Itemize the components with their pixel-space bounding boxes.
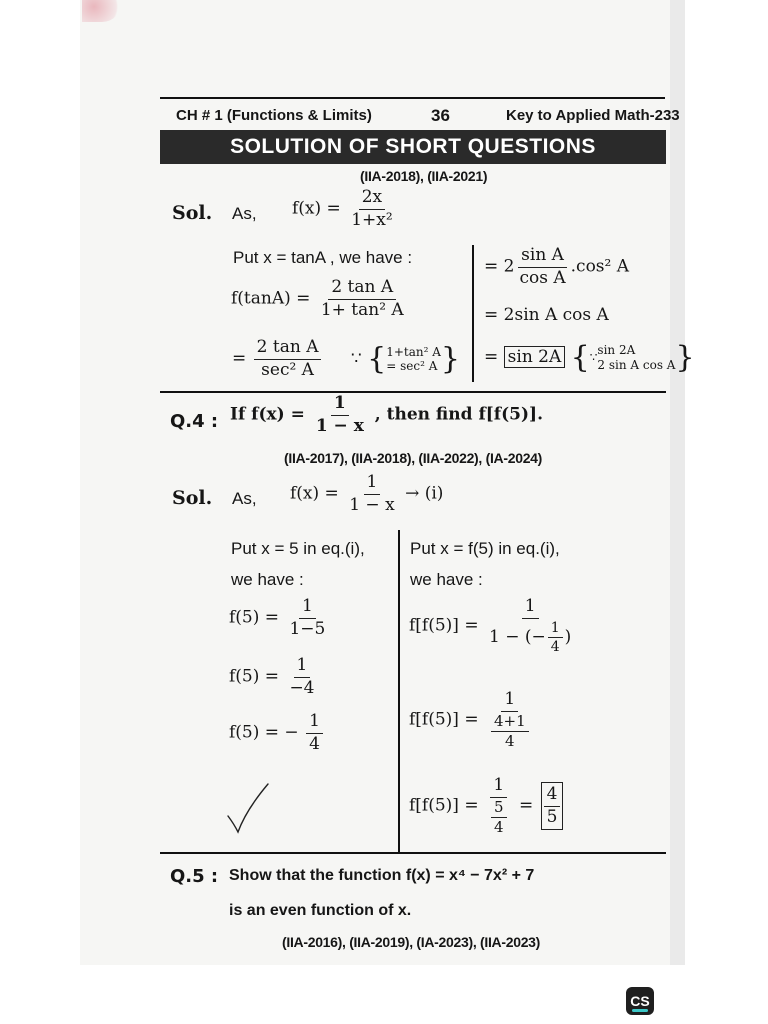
fraction bbox=[486, 597, 574, 655]
q4-right-step2 bbox=[409, 690, 536, 750]
cos-squared-term: .cos² A bbox=[570, 256, 630, 277]
q4-right-have: we have : bbox=[410, 570, 483, 589]
fraction bbox=[318, 278, 407, 320]
denominator: 4 bbox=[550, 638, 560, 655]
equals-sign: = bbox=[484, 347, 499, 367]
fraction bbox=[348, 188, 395, 230]
fraction bbox=[254, 338, 322, 380]
denominator: 1 − x bbox=[315, 415, 364, 436]
check-mark-icon bbox=[224, 780, 274, 835]
section-banner: SOLUTION OF SHORT QUESTIONS bbox=[160, 130, 666, 164]
lhs: f[f(5)] = bbox=[409, 709, 479, 730]
chapter-title: CH # 1 (Functions & Limits) bbox=[176, 107, 372, 124]
numerator: 1 bbox=[548, 620, 563, 638]
because-symbol: ∵ bbox=[350, 348, 362, 369]
denominator: 4 bbox=[493, 817, 504, 836]
q4-question bbox=[230, 394, 543, 436]
denominator: 5 bbox=[546, 806, 558, 827]
denominator: 4 bbox=[505, 731, 515, 750]
fraction bbox=[313, 394, 367, 436]
fraction bbox=[306, 712, 323, 754]
numerator: 1 bbox=[501, 690, 518, 712]
inner-fraction bbox=[548, 620, 563, 655]
denominator: 1 − x bbox=[349, 494, 395, 515]
f-lhs: f(x) = bbox=[290, 483, 339, 504]
q3-sol-label: Sol. bbox=[172, 202, 213, 224]
q4-left-step3 bbox=[229, 712, 325, 754]
q4-if-text: If f(x) = bbox=[230, 404, 305, 425]
q3-references: (IIA-2018), (IIA-2021) bbox=[360, 168, 488, 184]
identity-bottom: = sec² A bbox=[386, 359, 438, 374]
lhs: f(5) = − bbox=[229, 722, 299, 743]
numerator: 1 bbox=[490, 776, 507, 798]
q3-right-step3 bbox=[484, 340, 695, 375]
q4-right-step1 bbox=[409, 597, 576, 655]
numerator: 4+1 bbox=[491, 713, 529, 732]
identity-top: sin 2A bbox=[597, 343, 636, 358]
q5-label: Q.5 : bbox=[170, 866, 219, 887]
q4-as: As, bbox=[232, 489, 257, 508]
lhs: f[f(5)] = bbox=[409, 795, 479, 816]
numerator: 2 tan A bbox=[328, 278, 396, 300]
numerator: 1 bbox=[331, 394, 349, 416]
q4-left-step2 bbox=[229, 656, 320, 698]
q4-function-definition bbox=[290, 473, 443, 515]
camscanner-logo: CS bbox=[626, 987, 654, 1015]
numerator: 1 bbox=[522, 597, 539, 619]
denominator: cos A bbox=[519, 267, 566, 288]
numerator: 5 bbox=[491, 799, 507, 818]
lhs: f(5) = bbox=[229, 666, 280, 687]
left-brace: { bbox=[367, 341, 387, 377]
q3-as: As, bbox=[232, 204, 257, 223]
q5-text-line2: is an even function of x. bbox=[229, 902, 412, 919]
numerator: 2x bbox=[359, 188, 385, 210]
fraction bbox=[286, 656, 317, 698]
page-number: 36 bbox=[431, 106, 450, 125]
q3-put-line: Put x = tanA , we have : bbox=[233, 248, 413, 267]
numerator: 1 bbox=[299, 597, 316, 619]
fraction bbox=[516, 246, 568, 288]
right-brace: } bbox=[440, 341, 460, 377]
q4-right-put: Put x = f(5) in eq.(i), bbox=[410, 539, 560, 558]
q4-right-step3 bbox=[409, 776, 565, 836]
numerator: 1 bbox=[294, 656, 311, 678]
q4-references: (IIA-2017), (IIA-2018), (IIA-2022), (IA-2024) bbox=[284, 450, 543, 466]
numerator: 1 bbox=[306, 712, 323, 734]
because-symbol: ∵ bbox=[589, 350, 598, 365]
q4-label: Q.4 : bbox=[170, 411, 219, 432]
denominator: sec² A bbox=[261, 359, 314, 380]
identity bbox=[597, 343, 675, 372]
q4-left-have: we have : bbox=[231, 570, 304, 589]
q4-left-put: Put x = 5 in eq.(i), bbox=[231, 539, 365, 558]
left-brace: { bbox=[570, 340, 590, 375]
inner-fraction bbox=[491, 713, 529, 751]
identity-top: 1+tan² A bbox=[386, 344, 441, 359]
den-prefix: 1 − (− bbox=[488, 626, 546, 647]
q4-then-text: , then find f[f(5)]. bbox=[374, 404, 543, 425]
identity-bottom: 2 sin A cos A bbox=[597, 357, 676, 372]
denominator: 4 bbox=[309, 733, 320, 754]
q3-step2 bbox=[232, 338, 460, 380]
divider-q3-q4 bbox=[160, 391, 666, 393]
f-lhs: f(x) = bbox=[292, 198, 341, 219]
numerator: 2 tan A bbox=[254, 338, 322, 360]
divider-q4-q5 bbox=[160, 852, 666, 854]
step1-lhs: f(tanA) = bbox=[231, 288, 311, 309]
q4-left-step1 bbox=[229, 597, 330, 639]
numerator: sin A bbox=[518, 246, 567, 268]
page-header bbox=[160, 97, 680, 133]
q5-text: Show that the function f(x) = x⁴ − 7x² + 7 bbox=[229, 867, 535, 884]
q4-sol-label: Sol. bbox=[172, 487, 213, 509]
lhs: f(5) = bbox=[229, 607, 280, 628]
fraction bbox=[486, 690, 534, 750]
fraction bbox=[286, 597, 328, 639]
right-brace: } bbox=[675, 340, 695, 375]
denominator: 1−5 bbox=[289, 618, 326, 639]
q3-right-step1 bbox=[484, 246, 629, 288]
equals-sign: = bbox=[232, 348, 247, 369]
page-edge-shadow bbox=[670, 0, 685, 965]
denominator bbox=[486, 798, 512, 837]
q3-step1 bbox=[231, 278, 409, 320]
fraction bbox=[346, 473, 397, 515]
q3-right-step2: = 2sin A cos A bbox=[484, 305, 609, 325]
q5-references: (IIA-2016), (IIA-2019), (IA-2023), (IIA-2023) bbox=[282, 934, 541, 950]
denominator: −4 bbox=[289, 677, 315, 698]
numerator: 4 bbox=[544, 785, 561, 807]
boxed-answer bbox=[541, 782, 564, 830]
q3-function-definition bbox=[292, 188, 398, 230]
identity bbox=[386, 345, 441, 374]
lhs: f[f(5)] = bbox=[409, 615, 479, 636]
boxed-answer: sin 2A bbox=[504, 346, 566, 368]
inner-fraction bbox=[491, 799, 507, 837]
denominator: 1+x² bbox=[351, 209, 393, 230]
denominator bbox=[486, 619, 574, 655]
denominator bbox=[486, 712, 534, 751]
den-suffix: ) bbox=[564, 626, 572, 647]
denominator: 1+ tan² A bbox=[320, 299, 404, 320]
q4-column-divider bbox=[398, 530, 400, 852]
equals-two: = 2 bbox=[484, 256, 515, 277]
equation-tag: → (i) bbox=[405, 483, 444, 504]
fraction bbox=[486, 776, 512, 836]
q3-column-divider bbox=[472, 245, 474, 382]
book-title: Key to Applied Math-233 bbox=[506, 107, 680, 124]
equals-sign: = bbox=[518, 795, 534, 816]
numerator: 1 bbox=[364, 473, 381, 495]
